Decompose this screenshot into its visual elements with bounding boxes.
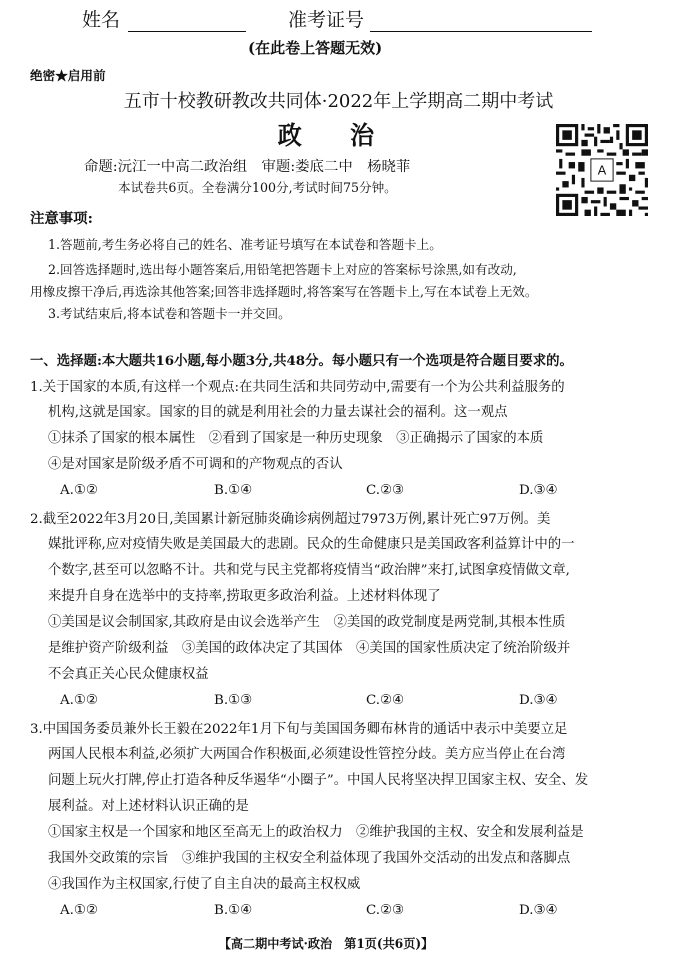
question-3-option-c: C.②③ [366, 903, 405, 918]
question-3-option-a: A.①② [60, 903, 98, 918]
notes-line-3: 用橡皮擦干净后,再选涂其他答案;回答非选择题时,将答案写在答题卡上,写在本试卷上无效。 [30, 284, 538, 299]
question-3-line-1: 3.中国国务委员兼外长王毅在2022年1月下旬与美国国务卿布林肯的通话中表示中美要立足 [30, 722, 568, 737]
paper-info: 本试卷共6页。全卷满分100分,考试时间75分钟。 [118, 180, 397, 195]
confidential-mark: 绝密★启用前 [30, 68, 106, 83]
question-3-line-4: 展利益。对上述材料认识正确的是 [48, 799, 249, 814]
name-label: 姓名 [82, 9, 121, 31]
notes-line-1: 1.答题前,考生务必将自己的姓名、准考证号填写在本试卷和答题卡上。 [48, 237, 442, 252]
question-2-option-b: B.①③ [214, 693, 253, 708]
question-2-option-a: A.①② [60, 693, 98, 708]
question-2-line-3: 个数字,甚至可以忽略不计。共和党与民主党都将疫情当“政治牌”来打,试图拿疫情做文章, [48, 563, 570, 578]
question-1-line-2: 机构,这就是国家。国家的目的就是利用社会的力量去谋社会的福利。这一观点 [48, 405, 508, 420]
question-1-line-3: ①抹杀了国家的根本属性 ②看到了国家是一种历史现象 ③正确揭示了国家的本质 [48, 431, 544, 446]
question-2-line-2: 媒批评称,应对疫情失败是美国最大的悲剧。民众的生命健康只是美国政客利益算计中的一 [48, 537, 575, 552]
setters-line: 命题:沅江一中高二政治组 审题:娄底二中 杨晓菲 [84, 159, 411, 175]
question-2-option-d: D.③④ [519, 693, 558, 708]
question-1-option-b: B.①④ [214, 483, 253, 498]
id-label: 准考证号 [288, 9, 365, 31]
question-3-line-5: ①国家主权是一个国家和地区至高无上的政治权力 ②维护我国的主权、安全和发展利益是 [48, 825, 584, 840]
invalid-note: (在此卷上答题无效) [248, 39, 383, 57]
question-3-line-3: 问题上玩火打牌,停止打造各种反华遏华“小圈子”。中国人民将坚决捍卫国家主权、安全、发 [48, 773, 589, 788]
question-1-line-4: ④是对国家是阶级矛盾不可调和的产物观点的否认 [48, 457, 343, 472]
question-1-option-c: C.②③ [366, 483, 405, 498]
question-2-line-1: 2.截至2022年3月20日,美国累计新冠肺炎确诊病例超过7973万例,累计死亡97万例。美 [30, 512, 551, 527]
question-3-option-d: D.③④ [519, 903, 558, 918]
page-footer: 【高二期中考试·政治 第1页(共6页)】 [218, 936, 434, 951]
notes-line-4: 3.考试结束后,将本试卷和答题卡一并交回。 [48, 306, 291, 321]
question-2-line-4: 来提升自身在选举中的支持率,捞取更多政治利益。上述材料体现了 [48, 589, 441, 604]
question-2-line-5: ①美国是议会制国家,其政府是由议会选举产生 ②美国的政党制度是两党制,其根本性质 [48, 615, 566, 630]
qr-center-label: A [597, 162, 607, 178]
question-3-option-b: B.①④ [214, 903, 253, 918]
question-3-line-2: 两国人民根本利益,必须扩大两国合作积极面,必须建设性管控分歧。美方应当停止在台湾 [48, 747, 566, 762]
name-blank [128, 31, 246, 32]
question-3-line-6: 我国外交政策的宗旨 ③维护我国的主权安全利益体现了我国外交活动的出发点和落脚点 [48, 851, 571, 866]
question-2-line-6: 是维护资产阶级利益 ③美国的政体决定了其国体 ④美国的国家性质决定了统治阶级并 [48, 641, 571, 656]
question-1-option-d: D.③④ [519, 483, 558, 498]
question-1-option-a: A.①② [60, 483, 98, 498]
id-blank [370, 31, 592, 32]
qr-code-image [556, 124, 648, 216]
section-heading: 一、选择题:本大题共16小题,每小题3分,共48分。每小题只有一个选项是符合题目要求的。 [30, 353, 573, 369]
question-2-line-7: 不会真正关心民众健康权益 [48, 667, 209, 682]
question-3-line-7: ④我国作为主权国家,行使了自主自决的最高主权权威 [48, 877, 361, 892]
notes-line-2: 2.回答选择题时,选出每小题答案后,用铅笔把答题卡上对应的答案标号涂黑,如有改动, [48, 262, 517, 277]
question-1-line-1: 1.关于国家的本质,有这样一个观点:在共同生活和共同劳动中,需要有一个为公共利益服务的 [30, 380, 565, 395]
notes-heading: 注意事项: [30, 210, 93, 227]
subject-title: 政 治 [277, 121, 375, 150]
question-2-option-c: C.②④ [366, 693, 405, 708]
exam-title: 五市十校教研教改共同体·2022年上学期高二期中考试 [123, 91, 554, 112]
